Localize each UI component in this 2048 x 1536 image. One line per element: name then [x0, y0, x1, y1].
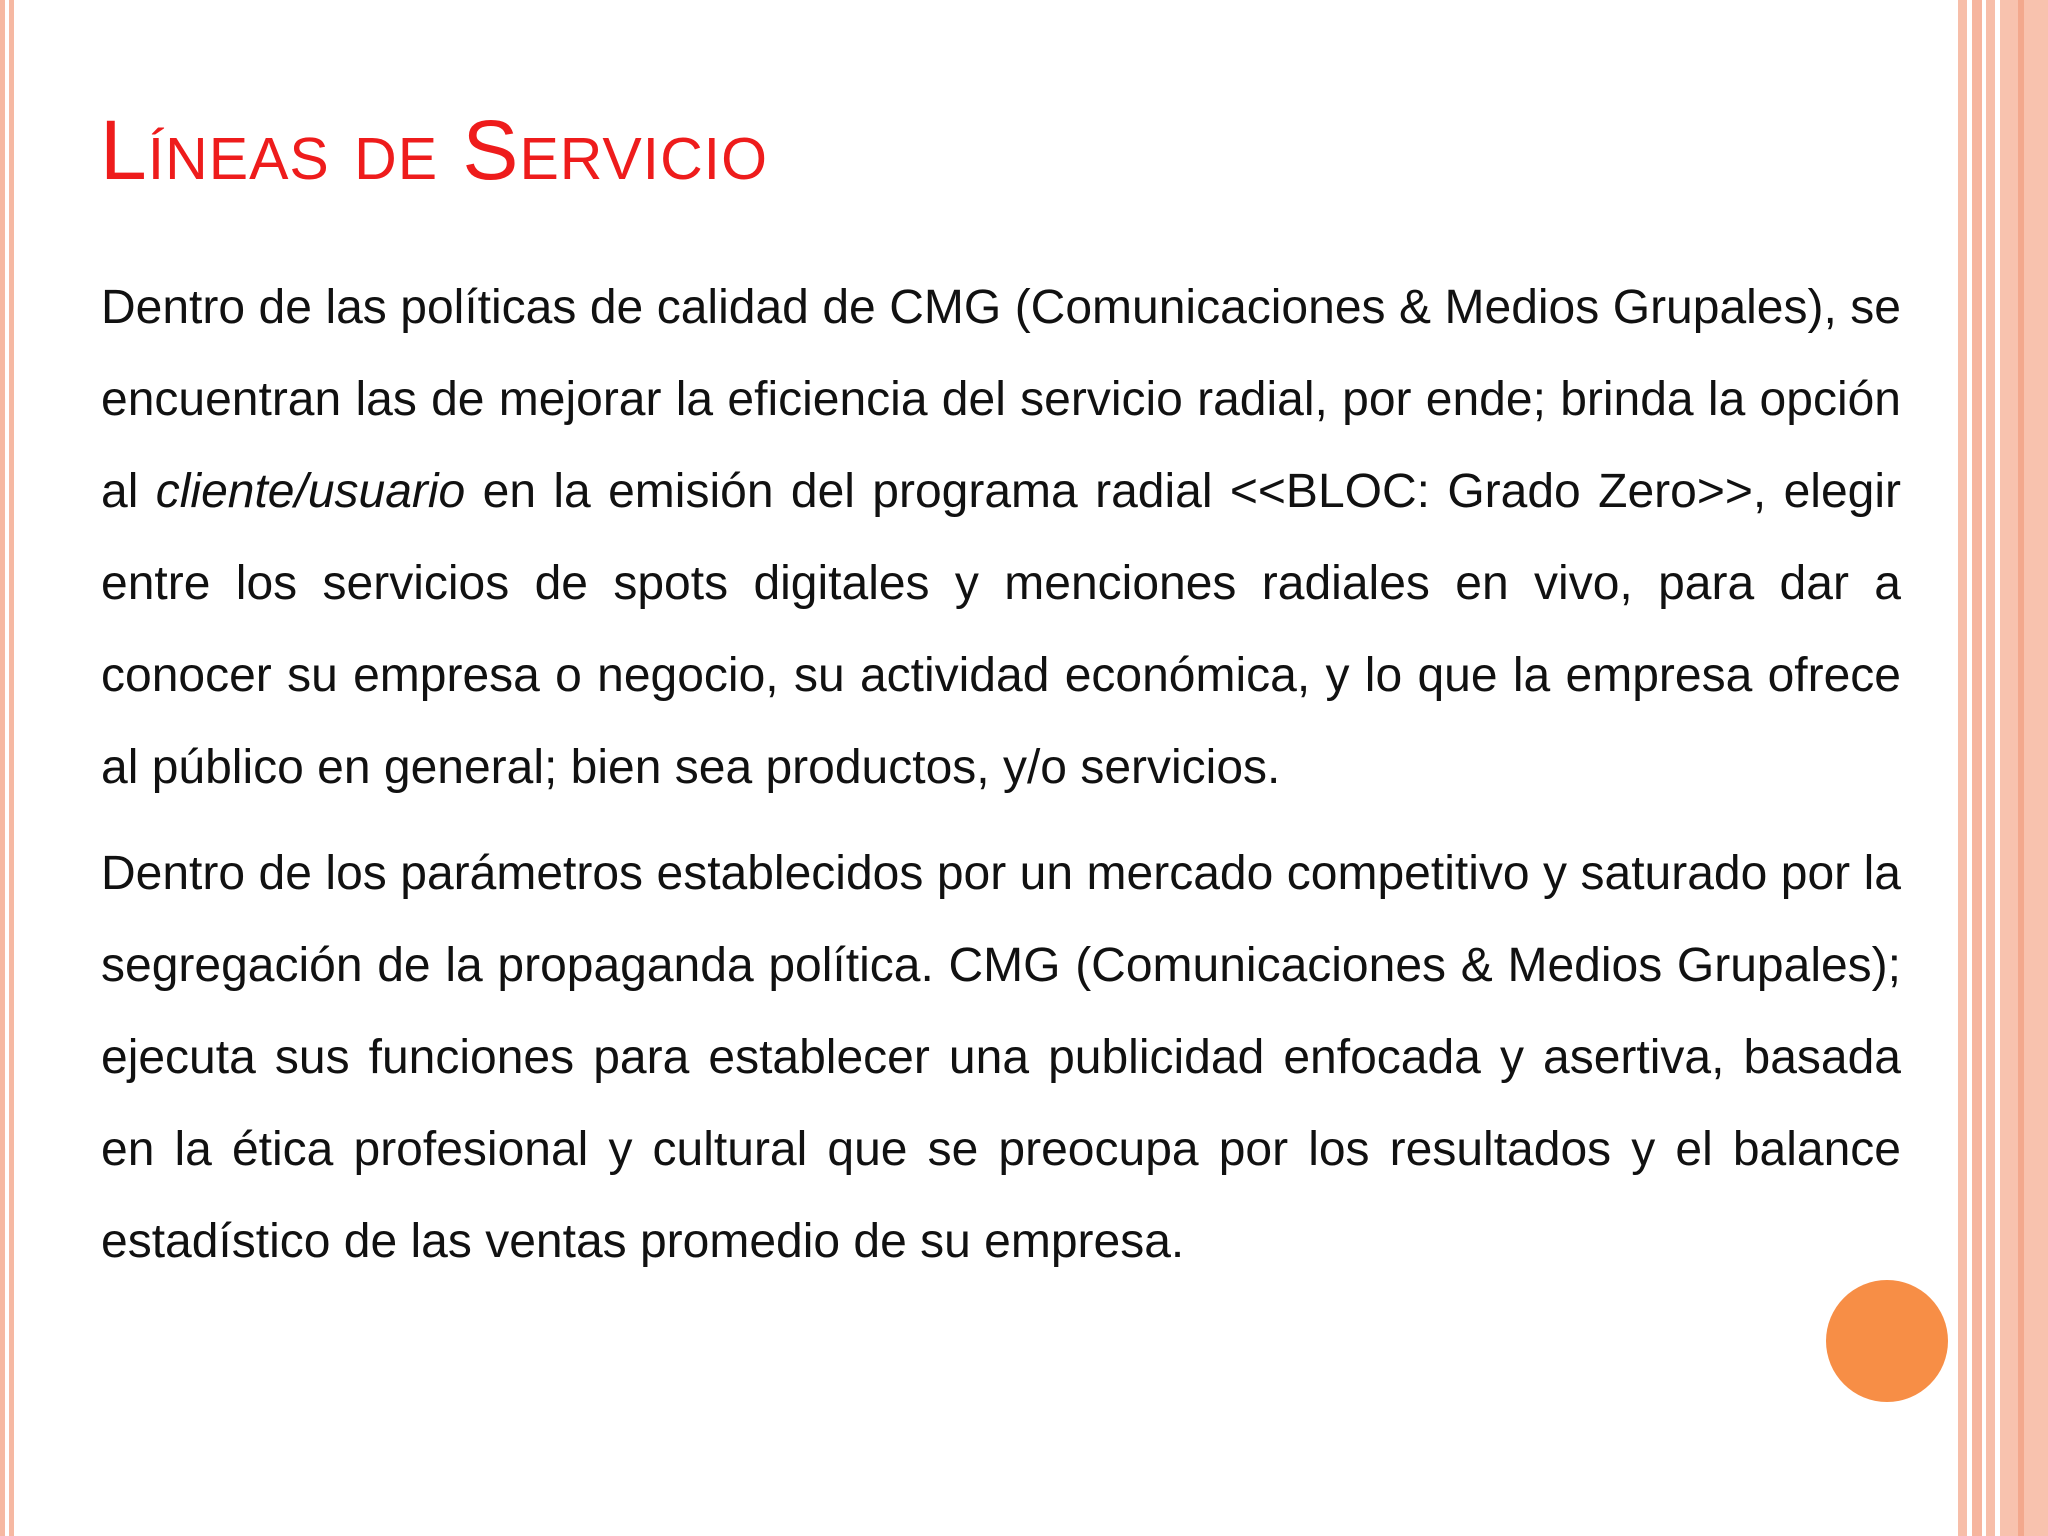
slide-body [101, 262, 1901, 1288]
paragraph-1-text-b: en la emisión del programa radial <<BLOC: Grado Zero>>, elegir entre los servicios de spots digitales y menciones radiales en vivo, para dar a conocer su empresa o negocio, su actividad económica, y lo que la empresa ofrece al público en general; bien sea productos, y/o servicios. [101, 465, 1901, 794]
right-decorative-stripe [1972, 0, 1982, 1536]
left-decorative-stripe [0, 0, 5, 1536]
paragraph-2: Dentro de los parámetros establecidos por un mercado competitivo y saturado por la segregación de la propaganda política. CMG (Comunicaciones & Medios Grupales); ejecuta sus funciones para establecer una publicidad enfocada y asertiva, basada en la ética profesional y cultural que se preocupa por los resultados y el balance estadístico de las ventas promedio de su empresa. [101, 847, 1901, 1268]
right-decorative-stripe [1958, 0, 1967, 1536]
left-decorative-stripe [9, 0, 14, 1536]
paragraph-1 [101, 262, 1901, 814]
paragraph-1-italic-term: cliente/usuario [155, 465, 466, 518]
right-decorative-stripe [2000, 0, 2048, 1536]
slide-title: Líneas de Servicio [100, 103, 768, 197]
right-decorative-stripe [1986, 0, 1995, 1536]
paragraph-1-text-a: Dentro de las políticas de calidad de CMG (Comunicaciones & Medios Grupales), se encuentran las de mejorar la eficiencia del servicio radial, por ende; brinda la opción al [101, 281, 1901, 518]
laser-pointer-indicator [1826, 1280, 1948, 1402]
right-decorative-stripe [2018, 0, 2024, 1536]
